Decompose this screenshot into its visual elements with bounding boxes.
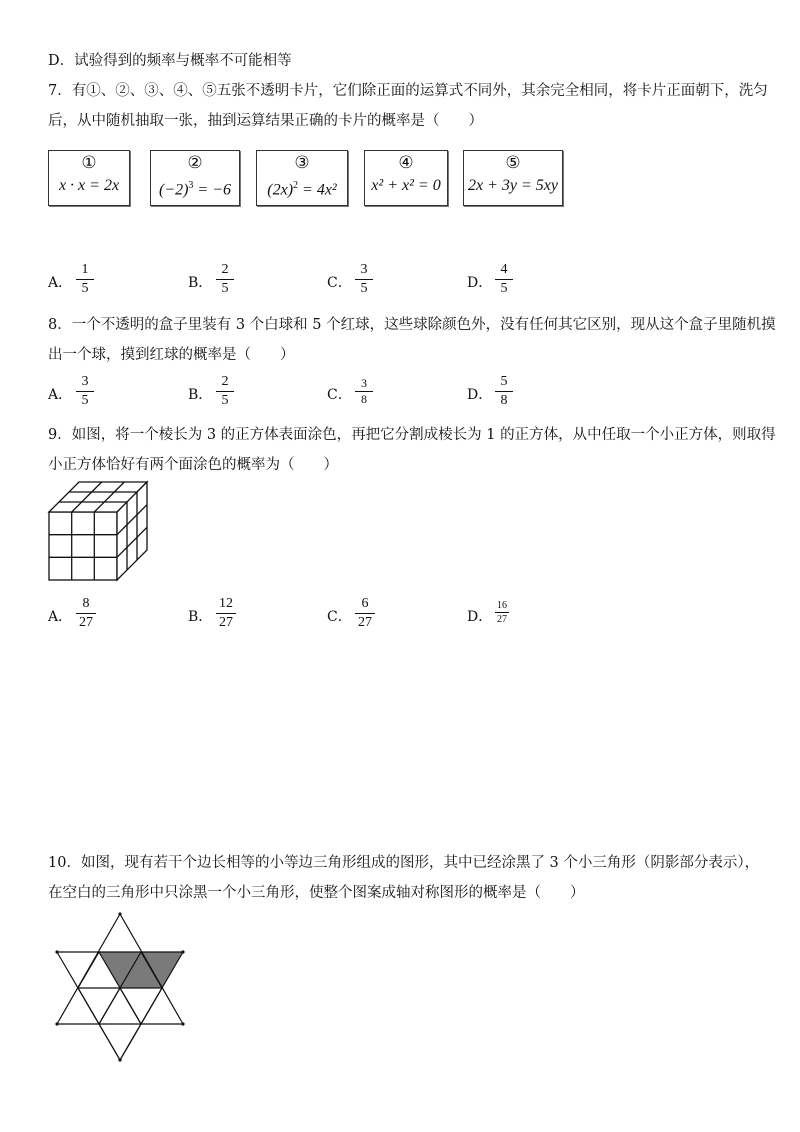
denominator: 5 xyxy=(360,281,368,296)
expr-exponent: 2 xyxy=(293,180,299,191)
q7-stem-line2: 后，从中随机抽取一张，抽到运算结果正确的卡片的概率是（ ） xyxy=(48,113,483,129)
option-label: A． xyxy=(48,387,73,403)
q9-stem-line2: 小正方体恰好有两个面涂色的概率为（ ） xyxy=(48,457,338,473)
option-label: D． xyxy=(467,609,493,625)
option-fraction xyxy=(495,600,509,625)
denominator: 27 xyxy=(497,614,507,625)
denominator: 27 xyxy=(358,615,372,630)
numerator: 4 xyxy=(500,262,508,277)
numerator: 2 xyxy=(221,374,229,389)
option-fraction xyxy=(495,374,513,409)
q9-stem-line1: 9．如图，将一个棱长为 3 的正方体表面涂色，再把它分割成棱长为 1 的正方体，从中任取一个小正方体，则取得 xyxy=(48,427,776,443)
card-number: ① xyxy=(81,153,97,173)
numerator: 3 xyxy=(81,374,89,389)
q7-card-5 xyxy=(463,150,563,206)
numerator: 6 xyxy=(361,596,369,611)
denominator: 8 xyxy=(361,392,367,406)
denominator: 5 xyxy=(221,393,229,408)
expr-rest: = 4x² xyxy=(298,181,337,199)
option-label: C． xyxy=(327,387,352,403)
option-fraction xyxy=(355,596,375,631)
q7-card-3 xyxy=(256,150,348,206)
q7-card-2 xyxy=(150,150,240,206)
denominator: 27 xyxy=(219,615,233,630)
numerator: 16 xyxy=(497,600,507,611)
numerator: 1 xyxy=(81,262,89,277)
card-expression xyxy=(151,175,239,201)
painted-cube-figure xyxy=(46,480,156,584)
option-label: B． xyxy=(188,387,213,403)
option-fraction xyxy=(76,262,94,297)
option-label: D． xyxy=(467,275,493,291)
option-label: D． xyxy=(467,387,493,403)
card-number: ③ xyxy=(294,153,310,173)
expr-base: (−2) xyxy=(158,181,189,199)
expr-rest: = −6 xyxy=(193,181,232,199)
card-expression: x · x = 2x xyxy=(58,177,120,194)
numerator: 3 xyxy=(361,376,367,390)
denominator: 27 xyxy=(79,615,93,630)
option-label: A． xyxy=(48,275,73,291)
option-fraction xyxy=(355,262,373,297)
denominator: 5 xyxy=(81,393,89,408)
card-number: ⑤ xyxy=(505,153,521,173)
option-fraction xyxy=(495,262,513,297)
card-number: ④ xyxy=(398,153,414,173)
option-fraction xyxy=(216,596,236,631)
numerator: 3 xyxy=(360,262,368,277)
option-label: C． xyxy=(327,609,352,625)
expr-exponent: 3 xyxy=(188,180,194,191)
triangle-star-figure xyxy=(44,900,194,1066)
q7-card-1 xyxy=(48,150,130,206)
card-number: ② xyxy=(187,153,203,173)
numerator: 8 xyxy=(82,596,90,611)
denominator: 8 xyxy=(500,393,508,408)
numerator: 2 xyxy=(221,262,229,277)
option-fraction xyxy=(216,262,234,297)
q8-stem-line2: 出一个球，摸到红球的概率是（ ） xyxy=(48,347,295,363)
option-label: B． xyxy=(188,275,213,291)
numerator: 5 xyxy=(500,374,508,389)
option-fraction xyxy=(76,596,96,631)
q10-stem-line1: 10．如图，现有若干个边长相等的小等边三角形组成的图形，其中已经涂黑了 3 个小三角形（阴影部分表示）， xyxy=(48,855,760,871)
denominator: 5 xyxy=(221,281,229,296)
option-fraction xyxy=(216,374,234,409)
q7-card-4 xyxy=(364,150,448,206)
option-label: A． xyxy=(48,609,73,625)
q8-stem-line1: 8．一个不透明的盒子里装有 3 个白球和 5 个红球，这些球除颜色外，没有任何其它区别，现从这个盒子里随机摸 xyxy=(48,317,776,333)
expr-base: (2x) xyxy=(267,181,294,199)
denominator: 5 xyxy=(81,281,89,296)
cube-front-face xyxy=(49,512,117,580)
denominator: 5 xyxy=(500,281,508,296)
option-label: B． xyxy=(188,609,213,625)
option-fraction xyxy=(76,374,94,409)
option-label: C． xyxy=(327,275,352,291)
option-fraction xyxy=(355,377,373,406)
q7-stem-line1: 7．有①、②、③、④、⑤五张不透明卡片，它们除正面的运算式不同外，其余完全相同，将卡片正面朝下，洗匀 xyxy=(48,83,768,99)
q10-stem-line2: 在空白的三角形中只涂黑一个小三角形，使整个图案成轴对称图形的概率是（ ） xyxy=(48,885,585,901)
card-expression: x² + x² = 0 xyxy=(371,177,441,194)
numerator: 12 xyxy=(219,596,233,611)
card-expression: 2x + 3y = 5xy xyxy=(468,177,558,194)
q6-option-d: D．试验得到的频率与概率不可能相等 xyxy=(48,53,292,69)
card-expression xyxy=(257,175,347,201)
